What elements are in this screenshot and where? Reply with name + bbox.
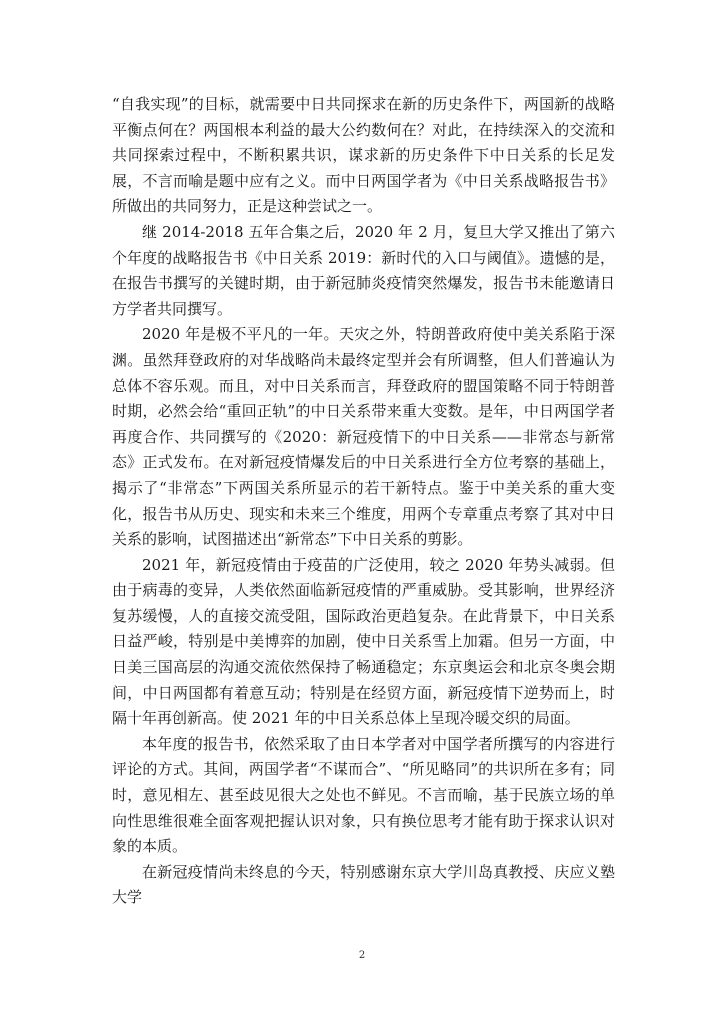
paragraph-2: 继 2014-2018 五年合集之后，2020 年 2 月，复旦大学又推出了第六个年度的战略报告书《中日关系 2019：新时代的入口与阈值》。遗憾的是，在报告书撰写的关键时期，由于新冠肺炎疫情突然爆发，报告书未能邀请日方学者共同撰写。 <box>112 222 615 318</box>
page-number: 2 <box>358 950 366 961</box>
paragraph-3: 2020 年是极不平凡的一年。天灾之外，特朗普政府使中美关系陷于深渊。虽然拜登政府的对华战略尚未最终定型并会有所调整，但人们普遍认为总体不容乐观。而且，对中日关系而言，拜登政府的盟国策略不同于特朗普时期，必然会给“重回正轨”的中日关系带来重大变数。是年，中日两国学者再度合作、共同撰写的《2020：新冠疫情下的中日关系——非常态与新常态》正式发布。在对新冠疫情爆发后的中日关系进行全方位考察的基础上，揭示了“非常态”下两国关系所显示的若干新特点。鉴于中美关系的重大变化，报告书从历史、现实和未来三个维度，用两个专章重点考察了其对中日关系的影响，试图描述出“新常态”下中日关系的剪影。 <box>112 325 615 549</box>
paragraph-5: 本年度的报告书，依然采取了由日本学者对中国学者所撰写的内容进行评论的方式。其间，两国学者“不谋而合”、“所见略同”的共识所在多有；同时，意见相左、甚至歧见很大之处也不鲜见。不言而喻，基于民族立场的单向性思维很难全面客观把握认识对象，只有换位思考才能有助于探求认识对象的本质。 <box>112 734 615 856</box>
paragraph-4: 2021 年，新冠疫情由于疫苗的广泛使用，较之 2020 年势头减弱。但由于病毒的变异，人类依然面临新冠疫情的严重威胁。受其影响，世界经济复苏缓慢，人的直接交流受阻，国际政治更趋复杂。在此背景下，中日关系日益严峻，特别是中美博弈的加剧，使中日关系雪上加霜。但另一方面，中日美三国高层的沟通交流依然保持了畅通稳定；东京奥运会和北京冬奥会期间，中日两国都有着意互动；特别是在经贸方面，新冠疫情下逆势而上，时隔十年再创新高。使 2021 年的中日关系总体上呈现冷暖交织的局面。 <box>112 555 615 728</box>
paragraph-1: “自我实现”的目标，就需要中日共同探求在新的历史条件下，两国新的战略平衡点何在？两国根本利益的最大公约数何在？对此，在持续深入的交流和共同探索过程中，不断积累共识，谋求新的历史条件下中日关系的长足发展，不言而喻是题中应有之义。而中日两国学者为《中日关系战略报告书》所做出的共同努力，正是这种尝试之一。 <box>112 95 615 216</box>
body-text <box>112 92 615 911</box>
paragraph-6: 在新冠疫情尚未终息的今天，特别感谢东京大学川岛真教授、庆应义塾大学 <box>112 862 615 907</box>
